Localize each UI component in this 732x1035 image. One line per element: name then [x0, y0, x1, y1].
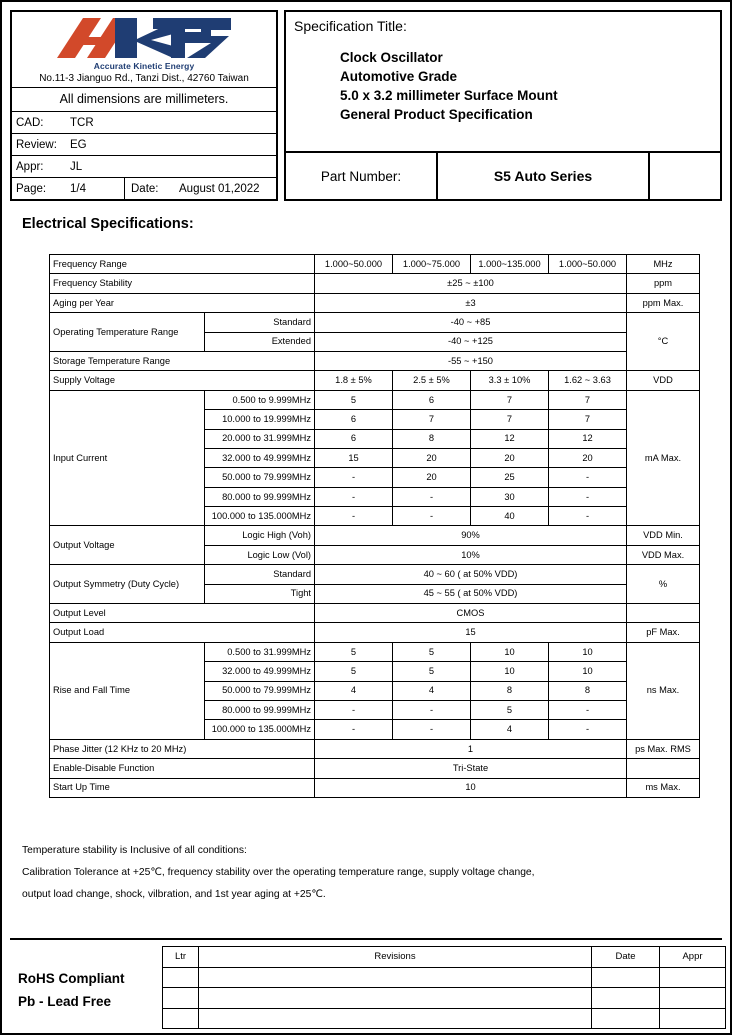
row-value: 4 [393, 681, 471, 700]
row-param: Supply Voltage [50, 371, 315, 390]
row-value: 7 [549, 390, 627, 409]
row-sublabel: 20.000 to 31.999MHz [205, 429, 315, 448]
company-tagline: Accurate Kinetic Energy [93, 61, 195, 71]
row-value: 8 [393, 429, 471, 448]
date-cell [124, 178, 260, 199]
revision-text [199, 1008, 592, 1029]
row-value: 90% [315, 526, 627, 545]
row-value: ±3 [315, 293, 627, 312]
cad-value: TCR [70, 116, 94, 129]
row-value: -40 ~ +85 [315, 313, 627, 332]
title-line-2: Automotive Grade [340, 69, 458, 85]
rohs-line-1: RoHS Compliant [18, 971, 125, 986]
row-sublabel: 80.000 to 99.999MHz [205, 700, 315, 719]
row-sublabel: 100.000 to 135.000MHz [205, 720, 315, 739]
row-param: Frequency Range [50, 255, 315, 274]
rohs-line-2: Pb - Lead Free [18, 994, 112, 1010]
row-param: Output Level [50, 604, 315, 623]
row-sublabel: 100.000 to 135.000MHz [205, 507, 315, 526]
row-param: Output Voltage [50, 526, 205, 565]
row-param: Storage Temperature Range [50, 351, 315, 370]
row-sublabel: Standard [205, 313, 315, 332]
row-value: 10% [315, 545, 627, 564]
row-value: 7 [471, 410, 549, 429]
row-sublabel: Tight [205, 584, 315, 603]
row-value: 25 [471, 468, 549, 487]
row-unit: mA Max. [627, 390, 700, 526]
row-value: ±25 ~ ±100 [315, 274, 627, 293]
review-row [12, 134, 276, 156]
row-value: 1.000~135.000 [471, 255, 549, 274]
table-row [50, 526, 700, 545]
spec-title-label: Specification Title: [294, 18, 407, 34]
notes-block [22, 840, 535, 905]
table-row [163, 988, 726, 1009]
row-sublabel: 32.000 to 49.999MHz [205, 662, 315, 681]
table-row [50, 371, 700, 390]
row-value: 5 [315, 662, 393, 681]
row-param: Output Load [50, 623, 315, 642]
aker-logo [53, 16, 235, 60]
row-unit: VDD Max. [627, 545, 700, 564]
row-value: 5 [393, 642, 471, 661]
page-label: Page: [16, 182, 47, 195]
revision-date [592, 988, 660, 1009]
row-param: Frequency Stability [50, 274, 315, 293]
row-param: Rise and Fall Time [50, 642, 205, 739]
row-value: 2.5 ± 5% [393, 371, 471, 390]
row-unit: % [627, 565, 700, 604]
revision-appr [660, 1008, 726, 1029]
row-value: 1.8 ± 5% [315, 371, 393, 390]
row-value: - [393, 487, 471, 506]
row-value: 10 [549, 642, 627, 661]
row-value: 20 [549, 448, 627, 467]
row-param: Phase Jitter (12 KHz to 20 MHz) [50, 739, 315, 758]
cad-label: CAD: [16, 116, 44, 129]
company-address: No.11-3 Jianguo Rd., Tanzi Dist., 42760 Taiwan [39, 73, 249, 84]
row-value: 1 [315, 739, 627, 758]
row-value: 15 [315, 623, 627, 642]
revision-appr [660, 988, 726, 1009]
row-value: 7 [549, 410, 627, 429]
row-value: 10 [471, 662, 549, 681]
row-sublabel: 50.000 to 79.999MHz [205, 681, 315, 700]
row-sublabel: 10.000 to 19.999MHz [205, 410, 315, 429]
title-block [284, 10, 722, 201]
table-row [50, 604, 700, 623]
row-value: 10 [471, 642, 549, 661]
row-value: 10 [549, 662, 627, 681]
row-unit [627, 759, 700, 778]
row-sublabel: Logic High (Voh) [205, 526, 315, 545]
cad-row [12, 112, 276, 134]
row-value: Tri-State [315, 759, 627, 778]
revision-ltr [163, 967, 199, 988]
row-value: - [549, 700, 627, 719]
row-value: - [315, 700, 393, 719]
page-cell [12, 178, 124, 199]
row-unit [627, 604, 700, 623]
row-value: 7 [471, 390, 549, 409]
row-value: 30 [471, 487, 549, 506]
row-value: 5 [471, 700, 549, 719]
table-row [50, 255, 700, 274]
appr-label: Appr: [16, 160, 44, 173]
revisions-header-date: Date [592, 947, 660, 968]
row-value: 6 [393, 390, 471, 409]
note-line-3: output load change, shock, vilbration, and 1st year aging at +25℃. [22, 888, 326, 900]
note-line-1: Temperature stability is Inclusive of all conditions: [22, 845, 247, 856]
row-value: 45 ~ 55 ( at 50% VDD) [315, 584, 627, 603]
row-unit: ms Max. [627, 778, 700, 797]
row-value: 15 [315, 448, 393, 467]
revision-date [592, 967, 660, 988]
row-value: 1.62 ~ 3.63 [549, 371, 627, 390]
table-row [50, 623, 700, 642]
row-value: - [549, 468, 627, 487]
row-value: 1.000~50.000 [315, 255, 393, 274]
part-number-blank-cell [650, 153, 720, 199]
row-sublabel: Standard [205, 565, 315, 584]
row-unit: pF Max. [627, 623, 700, 642]
revisions-header-revisions: Revisions [199, 947, 592, 968]
row-unit: °C [627, 313, 700, 371]
section-heading: Electrical Specifications: [22, 216, 194, 232]
row-value: - [315, 468, 393, 487]
row-value: - [549, 507, 627, 526]
revision-date [592, 1008, 660, 1029]
table-row [50, 778, 700, 797]
revisions-header-appr: Appr [660, 947, 726, 968]
row-value: 12 [549, 429, 627, 448]
rohs-statement [18, 967, 125, 1013]
logo-cell [12, 12, 276, 88]
table-row [50, 565, 700, 584]
electrical-spec-table [49, 254, 700, 798]
part-number-label: Part Number: [286, 153, 438, 199]
row-value: - [549, 720, 627, 739]
row-unit: VDD Min. [627, 526, 700, 545]
revision-appr [660, 967, 726, 988]
table-row [50, 313, 700, 332]
appr-row [12, 156, 276, 178]
title-line-4: General Product Specification [340, 107, 533, 123]
row-value: CMOS [315, 604, 627, 623]
row-value: 20 [471, 448, 549, 467]
row-value: 40 [471, 507, 549, 526]
spec-title-lines [340, 48, 720, 125]
dimensions-note: All dimensions are millimeters. [12, 88, 276, 112]
row-value: 8 [549, 681, 627, 700]
row-value: 5 [315, 642, 393, 661]
row-sublabel: 50.000 to 79.999MHz [205, 468, 315, 487]
row-value: - [393, 507, 471, 526]
row-param: Input Current [50, 390, 205, 526]
row-value: 7 [393, 410, 471, 429]
row-value: -40 ~ +125 [315, 332, 627, 351]
header-block [10, 10, 722, 201]
row-unit: ps Max. RMS [627, 739, 700, 758]
page-date-row [12, 178, 276, 199]
part-number-row [286, 153, 720, 199]
table-row [163, 1008, 726, 1029]
row-value: - [549, 487, 627, 506]
table-row [50, 739, 700, 758]
row-value: 12 [471, 429, 549, 448]
row-value: 5 [315, 390, 393, 409]
row-value: 3.3 ± 10% [471, 371, 549, 390]
note-line-2: Calibration Tolerance at +25℃, frequency stability over the operating temperature range, supply voltage change, [22, 866, 535, 878]
company-info-box [10, 10, 278, 201]
row-unit: MHz [627, 255, 700, 274]
row-value: 5 [393, 662, 471, 681]
row-value: 1.000~75.000 [393, 255, 471, 274]
spec-title-area [286, 12, 720, 153]
row-value: 4 [315, 681, 393, 700]
row-value: - [393, 720, 471, 739]
review-label: Review: [16, 138, 57, 151]
revisions-table [162, 946, 726, 1029]
row-unit: ns Max. [627, 642, 700, 739]
review-value: EG [70, 138, 87, 151]
row-sublabel: Extended [205, 332, 315, 351]
row-value: 20 [393, 468, 471, 487]
appr-value: JL [70, 160, 83, 173]
row-value: 4 [471, 720, 549, 739]
title-line-3: 5.0 x 3.2 millimeter Surface Mount [340, 88, 558, 104]
revision-ltr [163, 1008, 199, 1029]
revision-ltr [163, 988, 199, 1009]
row-value: - [315, 507, 393, 526]
date-label: Date: [131, 182, 159, 195]
table-row [50, 642, 700, 661]
row-value: 6 [315, 410, 393, 429]
row-param: Output Symmetry (Duty Cycle) [50, 565, 205, 604]
row-unit: VDD [627, 371, 700, 390]
row-value: - [315, 720, 393, 739]
row-value: 8 [471, 681, 549, 700]
row-sublabel: Logic Low (Vol) [205, 545, 315, 564]
part-number-value: S5 Auto Series [438, 153, 650, 199]
revisions-header-row [163, 947, 726, 968]
table-row [50, 293, 700, 312]
footer-separator [10, 938, 722, 940]
row-value: 6 [315, 429, 393, 448]
row-param: Operating Temperature Range [50, 313, 205, 352]
row-value: -55 ~ +150 [315, 351, 627, 370]
revisions-header-ltr: Ltr [163, 947, 199, 968]
page-value: 1/4 [70, 182, 86, 195]
row-sublabel: 0.500 to 31.999MHz [205, 642, 315, 661]
revision-text [199, 967, 592, 988]
row-unit: ppm [627, 274, 700, 293]
row-value: 10 [315, 778, 627, 797]
row-value: - [315, 487, 393, 506]
row-param: Enable-Disable Function [50, 759, 315, 778]
table-row [50, 351, 700, 370]
row-value: - [393, 700, 471, 719]
row-sublabel: 80.000 to 99.999MHz [205, 487, 315, 506]
row-param: Aging per Year [50, 293, 315, 312]
row-unit: ppm Max. [627, 293, 700, 312]
row-sublabel: 0.500 to 9.999MHz [205, 390, 315, 409]
row-value: 40 ~ 60 ( at 50% VDD) [315, 565, 627, 584]
row-value: 20 [393, 448, 471, 467]
table-row [163, 967, 726, 988]
table-row [50, 274, 700, 293]
table-row [50, 390, 700, 409]
revision-text [199, 988, 592, 1009]
date-value: August 01,2022 [179, 182, 260, 195]
row-sublabel: 32.000 to 49.999MHz [205, 448, 315, 467]
row-value: 1.000~50.000 [549, 255, 627, 274]
row-param: Start Up Time [50, 778, 315, 797]
table-row [50, 759, 700, 778]
title-line-1: Clock Oscillator [340, 50, 443, 65]
